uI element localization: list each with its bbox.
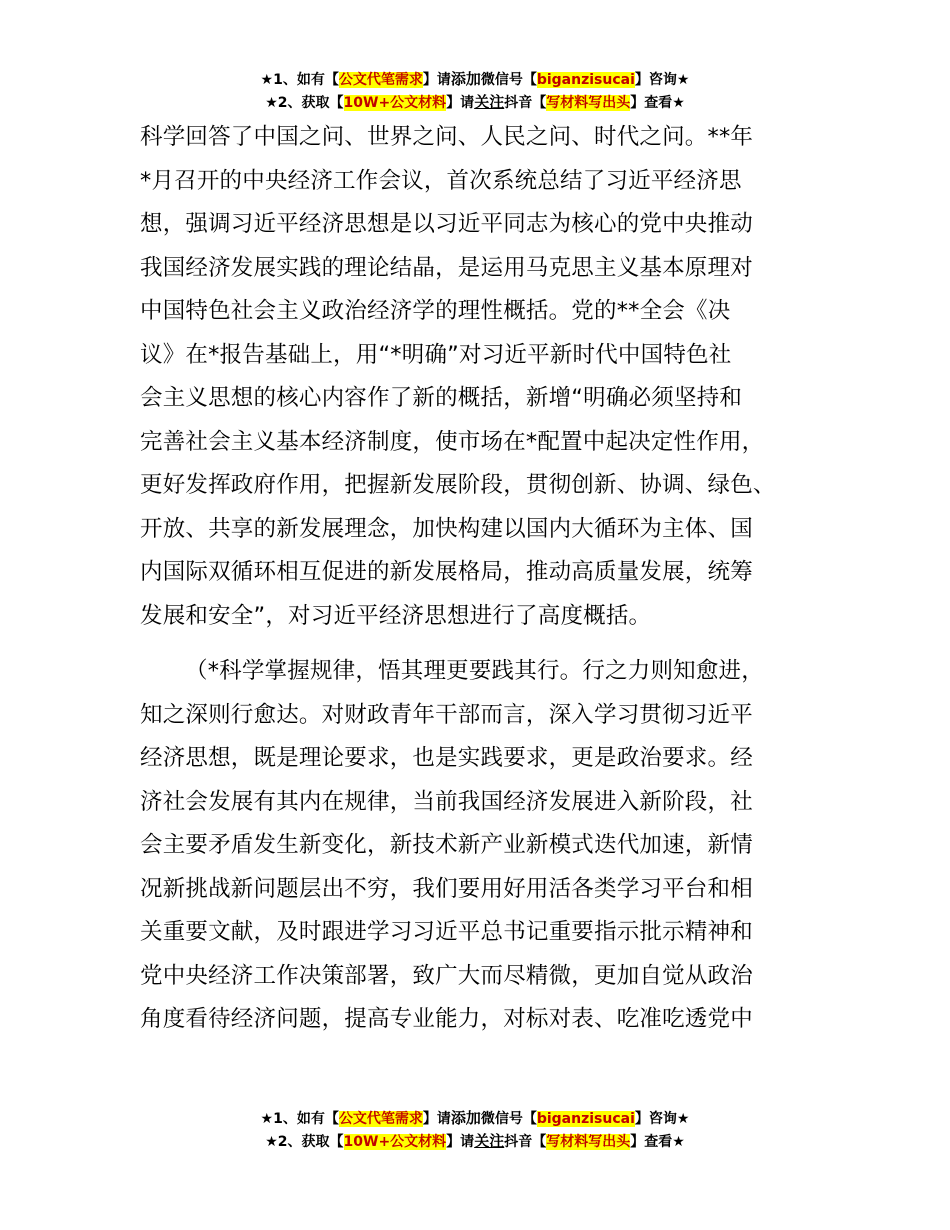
highlight-douyin: 写材料写出头 bbox=[546, 1134, 631, 1150]
text-line: 关重要文献，及时跟进学习习近平总书记重要指示批示精神和 bbox=[140, 919, 753, 945]
text-line: 完善社会主义基本经济制度，使市场在*配置中起决定性作用， bbox=[140, 428, 765, 455]
text-line: 知之深则行愈达。对财政青年干部而言，深入学习贯彻习近平 bbox=[140, 701, 753, 728]
text-line: *月召开的中央经济工作会议，首次系统总结了习近平经济思 bbox=[140, 167, 742, 194]
text-line: 济社会发展有其内在规律，当前我国经济发展进入新阶段，社 bbox=[140, 788, 753, 815]
text-line: 中国特色社会主义政治经济学的理性概括。党的**全会《决 bbox=[140, 298, 731, 324]
highlight-wechat-id: biganzisucai bbox=[536, 1111, 635, 1127]
text-line: 更好发挥政府作用，把握新发展阶段，贯彻创新、协调、绿色、 bbox=[140, 472, 776, 498]
text-line: （*科学掌握规律，悟其理更要践其行。行之力则知愈进， bbox=[185, 658, 764, 684]
banner-line-1: ★1、如有【公文代笔需求】请添加微信号【biganzisucai】咨询★ bbox=[260, 1109, 690, 1127]
text-line: 党中央经济工作决策部署，致广大而尽精微，更加自觉从政治 bbox=[140, 962, 753, 989]
banner-line-1: ★1、如有【公文代笔需求】请添加微信号【biganzisucai】咨询★ bbox=[260, 70, 690, 88]
text-line: 角度看待经济问题，提高专业能力，对标对表、吃准吃透党中 bbox=[140, 1006, 753, 1032]
highlight-materials: 10W+公文材料 bbox=[343, 95, 447, 111]
text-line: 况新挑战新问题层出不穷，我们要用好用活各类学习平台和相 bbox=[140, 875, 753, 902]
text-line: 会主义思想的核心内容作了新的概括，新增“明确必须坚持和 bbox=[140, 385, 743, 411]
paragraph-1 bbox=[140, 116, 840, 638]
banner-line-2: ★2、获取【10W+公文材料】请关注抖音【写材料写出头】查看★ bbox=[265, 93, 685, 111]
text-line: 议》在*报告基础上，用“*明确”对习近平新时代中国特色社 bbox=[140, 341, 732, 368]
text-line: 发展和安全”，对习近平经济思想进行了高度概括。 bbox=[140, 602, 652, 629]
highlight-materials: 10W+公文材料 bbox=[343, 1134, 447, 1150]
text-line: 科学回答了中国之问、世界之问、人民之问、时代之问。**年 bbox=[140, 124, 754, 150]
text-line: 我国经济发展实践的理论结晶，是运用马克思主义基本原理对 bbox=[140, 254, 753, 281]
highlight-ghostwriting: 公文代笔需求 bbox=[338, 72, 423, 88]
banner-line-2: ★2、获取【10W+公文材料】请关注抖音【写材料写出头】查看★ bbox=[265, 1132, 685, 1150]
highlight-ghostwriting: 公文代笔需求 bbox=[338, 1111, 423, 1127]
text-line: 想，强调习近平经济思想是以习近平同志为核心的党中央推动 bbox=[140, 211, 753, 237]
document-body bbox=[140, 116, 840, 1042]
text-line: 经济思想，既是理论要求，也是实践要求，更是政治要求。经 bbox=[140, 745, 753, 771]
text-line: 开放、共享的新发展理念，加快构建以国内大循环为主体、国 bbox=[140, 515, 753, 542]
text-line: 会主要矛盾发生新变化，新技术新产业新模式迭代加速，新情 bbox=[140, 832, 753, 858]
footer-banner bbox=[0, 1107, 950, 1153]
text-line: 内国际双循环相互促进的新发展格局，推动高质量发展，统筹 bbox=[140, 559, 753, 585]
paragraph-2 bbox=[140, 650, 840, 1042]
header-banner bbox=[0, 68, 950, 114]
highlight-douyin: 写材料写出头 bbox=[546, 95, 631, 111]
highlight-wechat-id: biganzisucai bbox=[536, 72, 635, 88]
